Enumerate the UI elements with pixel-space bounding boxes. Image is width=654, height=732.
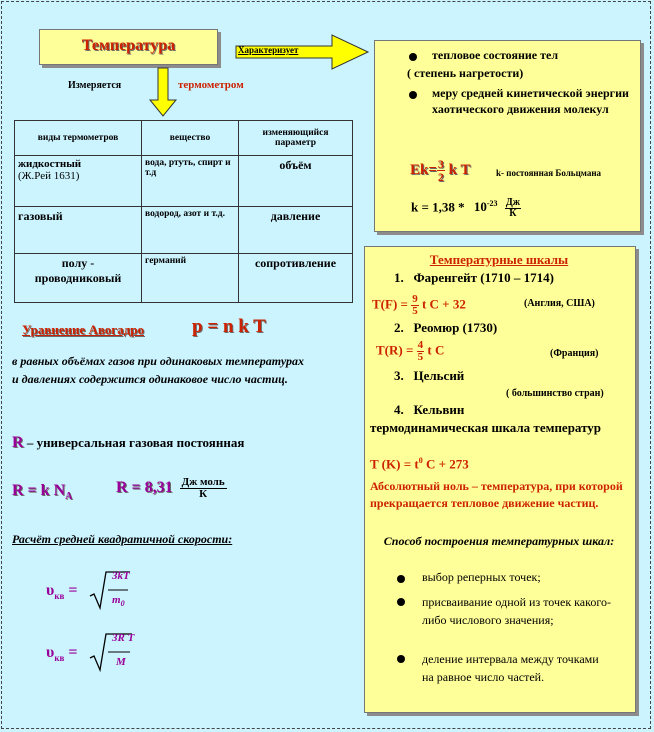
type-note: (Ж.Рей 1631) bbox=[18, 170, 80, 182]
r-den: 5 bbox=[417, 351, 424, 363]
scales-title: Температурные шкалы bbox=[429, 252, 569, 267]
kelvin-desc: термодинамическая шкала температур bbox=[370, 420, 602, 435]
characteristic-item: тепловое состояние тел bbox=[432, 48, 559, 62]
speed2-sub: кв bbox=[54, 653, 65, 664]
speed1-lhs: υ bbox=[46, 582, 55, 599]
k-lhs: T (K) = t bbox=[370, 456, 419, 472]
method-item: выбор реперных точек; bbox=[422, 570, 541, 584]
ek-formula bbox=[410, 158, 470, 183]
r-eq2-text: R = 8,31 bbox=[116, 479, 173, 497]
table-row bbox=[15, 207, 353, 254]
bullet-icon bbox=[409, 91, 417, 99]
speed2-lhs: υ bbox=[46, 644, 55, 661]
bullet-icon bbox=[397, 598, 405, 606]
ek-fraction bbox=[437, 158, 445, 183]
characterizes-label: Характеризует bbox=[238, 45, 299, 55]
table-cell-parameter: давление bbox=[239, 207, 353, 254]
k-sup: 0 bbox=[418, 456, 423, 465]
table-cell-type: газовый bbox=[15, 207, 142, 254]
table-cell-substance: германий bbox=[142, 254, 239, 303]
k-rhs: C + 273 bbox=[425, 456, 469, 472]
r-num: 4 bbox=[417, 339, 424, 351]
speed1-num: 3kT bbox=[112, 570, 130, 582]
r-letter: R bbox=[12, 434, 24, 451]
page-title: Температура bbox=[39, 29, 218, 65]
avogadro-statement: в равных объёмах газов при одинаковых температурах и давлениях содержится одинаковое число частиц. bbox=[12, 354, 305, 386]
f-fraction bbox=[411, 294, 419, 317]
table-cell-parameter: сопротивление bbox=[239, 254, 353, 303]
speed1-den-sub: 0 bbox=[120, 599, 125, 609]
bullet-icon bbox=[397, 655, 405, 663]
k-unit-den: К bbox=[509, 208, 517, 219]
k-base: 10 bbox=[473, 199, 487, 215]
r-desc: – универсальная газовая постоянная bbox=[26, 435, 245, 450]
avogadro-label: Уравнение Авогадро bbox=[22, 322, 145, 337]
measured-value: термометром bbox=[178, 79, 244, 91]
k-unit-num: Дж bbox=[505, 197, 520, 208]
table-header-cell: вещество bbox=[142, 121, 239, 156]
r-rhs: t C bbox=[427, 342, 445, 358]
gas-constant-line bbox=[12, 434, 244, 452]
scale-item bbox=[394, 270, 554, 286]
scale-number: 4. bbox=[394, 402, 404, 417]
f-num: 9 bbox=[412, 293, 418, 305]
scale-item bbox=[394, 402, 464, 418]
method-item: присваивание одной из точек какого-либо числового значения; bbox=[422, 595, 611, 627]
speed-formula-1: $\upsilon_{кв}$ = bbox=[46, 582, 78, 602]
r-equation-2 bbox=[116, 477, 227, 500]
reaumur-formula bbox=[376, 340, 444, 363]
scale-name: Реомюр (1730) bbox=[413, 320, 498, 335]
c-note: ( большинство стран) bbox=[506, 388, 604, 399]
speed2-den: M bbox=[116, 656, 126, 668]
k-unit bbox=[505, 198, 521, 219]
kelvin-formula bbox=[370, 456, 469, 472]
r-fraction bbox=[417, 340, 425, 363]
scale-number: 1. bbox=[394, 270, 404, 285]
r-lhs: T(R) = bbox=[376, 342, 414, 358]
speed1-den bbox=[112, 594, 125, 608]
r-note: (Франция) bbox=[550, 348, 599, 359]
table-cell-type: полу - проводниковый bbox=[15, 254, 142, 303]
scale-item bbox=[394, 368, 464, 384]
speed1-sub: кв bbox=[54, 591, 65, 602]
scale-name: Кельвин bbox=[413, 402, 465, 417]
fahrenheit-formula bbox=[372, 294, 466, 317]
table-header-cell: виды термометров bbox=[15, 121, 142, 156]
speed1-den-text: m bbox=[112, 594, 121, 606]
speed-label: Расчёт средней квадратичной скорости: bbox=[12, 532, 233, 546]
characteristic-item: ( степень нагретости) bbox=[407, 66, 524, 80]
k-value-text: k = 1,38 * bbox=[411, 199, 465, 215]
r-unit-den: К bbox=[199, 488, 208, 500]
ek-den: 2 bbox=[437, 170, 444, 184]
table-row bbox=[15, 156, 353, 207]
method-item: деление интервала между точками на равное число частей. bbox=[422, 652, 599, 684]
ek-rhs: k T bbox=[448, 161, 471, 178]
k-exp: -23 bbox=[486, 199, 498, 209]
scale-name: Цельсий bbox=[413, 368, 465, 383]
method-title: Способ построения температурных шкал: bbox=[383, 534, 615, 548]
f-note: (Англия, США) bbox=[524, 298, 595, 309]
table-cell-parameter: объём bbox=[239, 156, 353, 207]
thermometer-table bbox=[14, 120, 353, 303]
characteristic-item: меру средней кинетической энергии хаотического движения молекул bbox=[432, 86, 629, 116]
boltzmann-note: k- постоянная Больцмана bbox=[496, 168, 602, 178]
speed2-num: 3R T bbox=[112, 632, 135, 644]
scale-number: 2. bbox=[394, 320, 404, 335]
r-eq1-text: R = k N bbox=[12, 482, 66, 499]
avogadro-formula: p = n k T bbox=[192, 316, 266, 337]
table-cell-type bbox=[15, 156, 142, 207]
f-lhs: T(F) = bbox=[372, 296, 408, 312]
arrow-down-icon bbox=[148, 66, 178, 118]
r-equation-1 bbox=[12, 482, 72, 502]
table-cell-substance: вода, ртуть, спирт и т.д bbox=[142, 156, 239, 207]
scale-item bbox=[394, 320, 497, 336]
table-row bbox=[15, 254, 353, 303]
f-rhs: t C + 32 bbox=[421, 296, 466, 312]
k-value bbox=[411, 198, 521, 219]
table-cell-substance: водород, азот и т.д. bbox=[142, 207, 239, 254]
bullet-icon bbox=[409, 53, 417, 61]
scale-number: 3. bbox=[394, 368, 404, 383]
scale-name: Фаренгейт (1710 – 1714) bbox=[413, 270, 554, 285]
measured-label: Измеряется bbox=[68, 80, 122, 91]
f-den: 5 bbox=[412, 305, 418, 317]
table-header-cell: изменяющийся параметр bbox=[239, 121, 353, 156]
r-unit-num: Дж моль bbox=[181, 476, 225, 488]
type-name: жидкостный bbox=[18, 158, 82, 170]
ek-lhs: Ek= bbox=[410, 161, 437, 178]
r-unit bbox=[180, 477, 227, 500]
speed-formula-2: $\upsilon_{кв}$ = bbox=[46, 644, 78, 664]
absolute-zero: Абсолютный ноль – температура, при которой прекращается тепловое движение частиц. bbox=[370, 479, 623, 510]
table-header-row bbox=[15, 121, 353, 156]
bullet-icon bbox=[397, 575, 405, 583]
r-eq1-sub: A bbox=[65, 491, 73, 503]
ek-num: 3 bbox=[437, 157, 444, 171]
